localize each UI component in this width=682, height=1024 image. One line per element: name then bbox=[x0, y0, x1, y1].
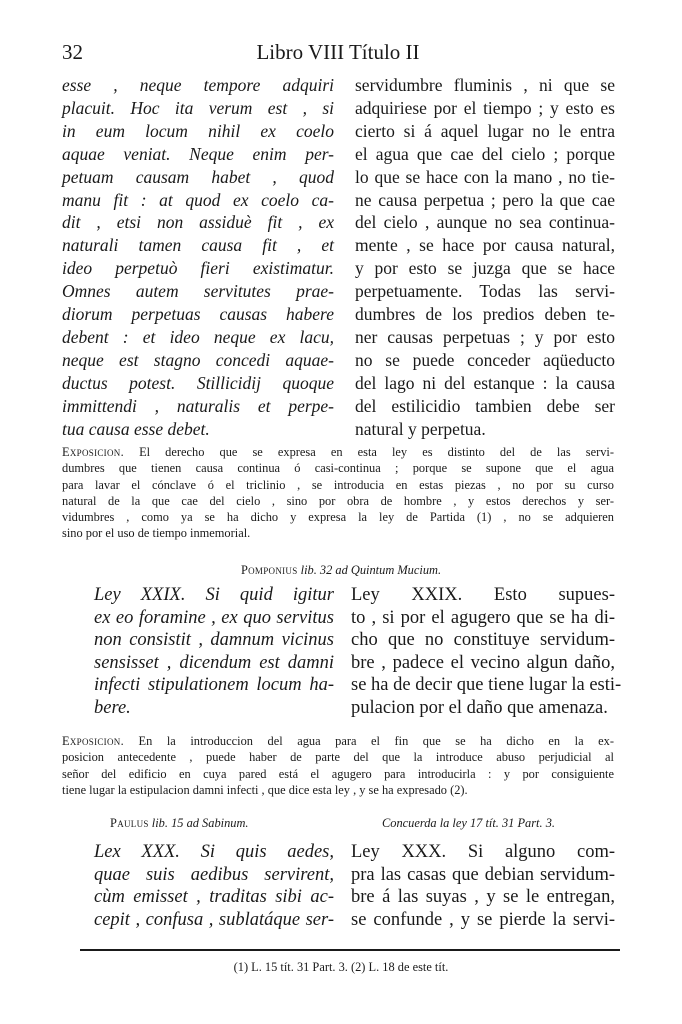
text-line: ideo perpetuò fieri existimatur. bbox=[62, 258, 334, 279]
text-line: quae suis aedibus servirent, bbox=[94, 864, 334, 885]
text-line: y por esto se juzga que se hace bbox=[355, 258, 615, 279]
footnote-divider bbox=[80, 949, 620, 951]
text-line: del lago ni del estanque : la causa bbox=[355, 372, 615, 393]
source-citation-2 bbox=[110, 816, 249, 831]
text-line: bre , padece el vecino algun daño, bbox=[351, 652, 615, 673]
page-number: 32 bbox=[62, 40, 83, 64]
text-line: ex eo foramine , ex quo servitus bbox=[94, 607, 334, 628]
text-line: debent : et ideo neque ex lacu, bbox=[62, 326, 334, 347]
text-line: se ha de decir que tiene lugar la esti- bbox=[351, 675, 622, 696]
text-line: adquiriese por el tiempo ; y esto es bbox=[355, 97, 615, 118]
source-citation-1 bbox=[0, 563, 682, 578]
text-line: vidumbres , como ya se ha dicho y expresa la ley de Partida (1) , no se adquieren bbox=[62, 510, 614, 525]
source-work: lib. 15 ad Sabinum. bbox=[148, 816, 249, 830]
text-line: in eum locum nihil ex coelo bbox=[62, 120, 334, 141]
text-line: señor del edificio en cuya pared está el agugero para introducirla : y por consiguiente bbox=[62, 766, 614, 781]
exposicion-label: Exposicion. bbox=[62, 734, 124, 748]
text-line: cho que no constituye servidum- bbox=[351, 630, 615, 651]
text-line: neque est stagno concedi aquae- bbox=[62, 349, 334, 370]
text-line: natural y perpetua. bbox=[355, 418, 486, 439]
text-line: tiene lugar la estipulacion damni infecti , que dice esta ley , y se ha expresado (2). bbox=[62, 782, 468, 797]
text-line: dumbres de los predios deben te- bbox=[355, 304, 615, 325]
text-line: cierto si á aquel lugar no le entra bbox=[355, 120, 615, 141]
text-line: ner causas perpetuas ; y por esto bbox=[355, 326, 615, 347]
text-line: Omnes autem servitutes prae- bbox=[62, 281, 334, 302]
exposicion-first-line: El derecho que se expresa en esta ley es distinto del de las servi- bbox=[123, 445, 614, 459]
running-title: Libro VIII Título II bbox=[256, 40, 420, 64]
source-author: Pomponius bbox=[240, 563, 298, 577]
latin-text-block-2 bbox=[94, 584, 334, 720]
text-line: dumbres que tienen causa continua ó casi-continua ; porque se supone que el agua bbox=[62, 461, 614, 476]
text-line: cepit , confusa , sublatáque ser- bbox=[94, 909, 334, 930]
text-line: petuam causam habet , quod bbox=[62, 166, 334, 187]
text-line: non consistit , damnum vicinus bbox=[94, 630, 334, 651]
page-header bbox=[62, 40, 614, 70]
text-line: infecti stipulationem locum ha- bbox=[94, 675, 334, 696]
text-line: tua causa esse debet. bbox=[62, 418, 210, 439]
text-line: bre á las suyas , y se le entregan, bbox=[351, 887, 615, 908]
text-line: esse , neque tempore adquiri bbox=[62, 75, 334, 95]
text-line: placuit. Hoc ita verum est , si bbox=[62, 97, 334, 118]
source-author: Paulus bbox=[110, 816, 149, 830]
text-line: diorum perpetuas causas habere bbox=[62, 304, 334, 325]
text-line: perpetuamente. Todas las servi- bbox=[355, 281, 615, 302]
text-line: naturali tamen causa fit , et bbox=[62, 235, 334, 256]
text-line: aquae veniat. Neque enim per- bbox=[62, 143, 334, 164]
text-line: ne causa perpetua ; pero la que cae bbox=[355, 189, 615, 210]
exposicion-label: Exposicion. bbox=[62, 445, 124, 459]
source-work: lib. 32 ad Quintum Mucium. bbox=[297, 563, 442, 577]
text-line bbox=[62, 444, 614, 460]
text-line: sensisset , dicendum est damni bbox=[94, 652, 334, 673]
exposicion-first-line: En la introduccion del agua para el fin que se ha dicho en la ex- bbox=[123, 734, 614, 748]
text-line: to , si por el agugero que se ha di- bbox=[351, 607, 615, 628]
text-line: se confunde , y se pierde la servi- bbox=[351, 909, 615, 930]
text-line: Ley XXIX. Si quid igitur bbox=[94, 585, 334, 605]
text-line: pulacion por el daño que amenaza. bbox=[351, 697, 608, 718]
latin-text-block-3 bbox=[94, 841, 334, 931]
text-line: el agua que cae del cielo ; porque bbox=[355, 143, 615, 164]
text-line: Ley XXIX. Esto supues- bbox=[351, 585, 615, 605]
text-line: ductus potest. Stillicidij quoque bbox=[62, 372, 334, 393]
text-line: manu fit : at quod ex coelo ca- bbox=[62, 189, 334, 210]
text-line: servidumbre fluminis , ni que se bbox=[355, 75, 615, 95]
text-line: para lavar el cónclave ó el triclinio , se introducia en estas piezas , no por su curso bbox=[62, 477, 614, 492]
text-line: lo que se hace con la mano , no tie- bbox=[355, 166, 615, 187]
spanish-text-block-2 bbox=[351, 584, 622, 720]
text-line: pra las casas que debian servidum- bbox=[351, 864, 615, 885]
text-line: Ley XXX. Si alguno com- bbox=[351, 842, 615, 862]
footnotes: (1) L. 15 tít. 31 Part. 3. (2) L. 18 de este tít. bbox=[233, 960, 449, 974]
text-line: sino por el uso de tiempo inmemorial. bbox=[62, 526, 251, 541]
text-line bbox=[62, 733, 614, 749]
text-line: bere. bbox=[94, 697, 131, 718]
text-line: cùm emisset , traditas sibi ac- bbox=[94, 887, 334, 908]
spanish-text-block-1 bbox=[355, 74, 615, 441]
concordance-note: Concuerda la ley 17 tít. 31 Part. 3. bbox=[382, 816, 555, 830]
text-line: mente , se hace por causa natural, bbox=[355, 235, 615, 256]
text-line: del estilicidio tambien debe ser bbox=[355, 395, 615, 416]
text-line: posicion antecedente , puede haber de parte del que la introduce abuso perjudicial al bbox=[62, 750, 614, 765]
latin-text-block-1 bbox=[62, 74, 334, 441]
text-line: no se puede conceder aqüeducto bbox=[355, 349, 615, 370]
text-line: natural de la que cae del cielo , sino por obra de hombre , y estos derechos y ser- bbox=[62, 493, 614, 508]
text-line: immittendi , naturalis et perpe- bbox=[62, 395, 334, 416]
exposicion-note-2 bbox=[62, 733, 614, 798]
text-line: dit , etsi non assiduè fit , ex bbox=[62, 212, 334, 233]
text-line: del cielo , aunque no sea continua- bbox=[355, 212, 615, 233]
exposicion-note-1 bbox=[62, 444, 614, 542]
spanish-text-block-3 bbox=[351, 841, 615, 931]
text-line: Lex XXX. Si quis aedes, bbox=[94, 842, 334, 862]
